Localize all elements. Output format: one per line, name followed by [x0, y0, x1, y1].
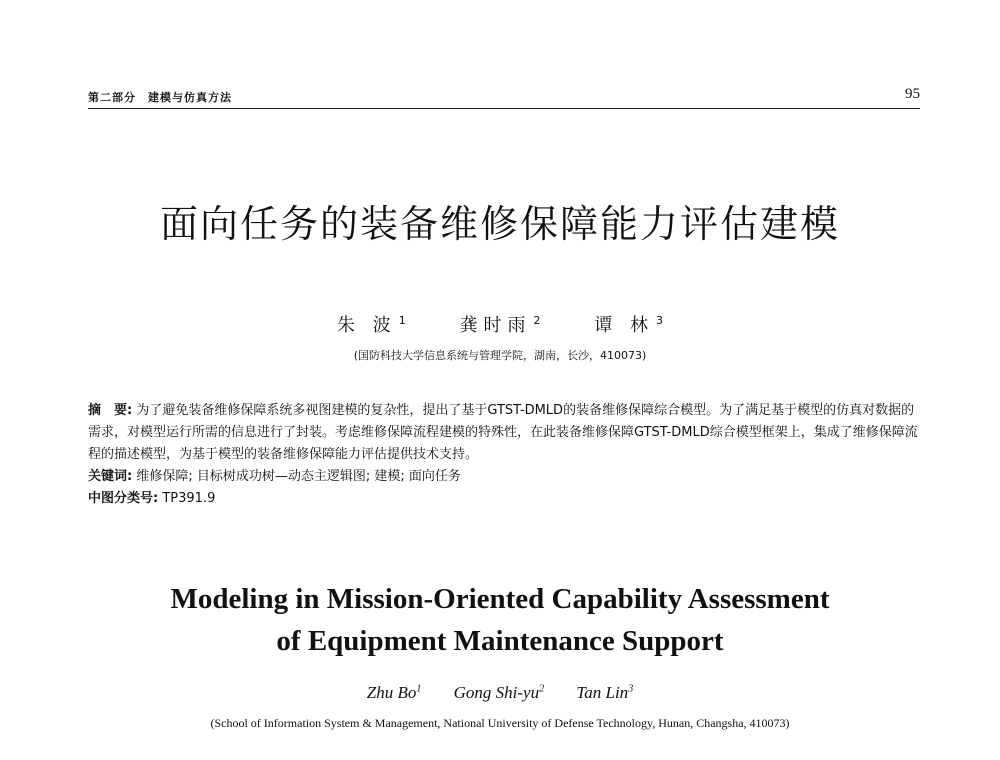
- author-en-3: [576, 683, 633, 703]
- authors-en: [0, 683, 1000, 703]
- page-number: 95: [905, 86, 920, 102]
- authors-cn: [0, 311, 1000, 337]
- author-name: 谭 林: [594, 315, 654, 336]
- keywords-label: 关键词:: [88, 469, 133, 484]
- running-header: [88, 86, 920, 109]
- paper-title-en: [0, 578, 1000, 662]
- title-en-line-1: Modeling in Mission-Oriented Capability Assessment: [170, 583, 830, 615]
- abstract-text: 为了避免装备维修保障系统多视图建模的复杂性，提出了基于GTST-DMLD的装备维修保障综合模型。为了满足基于模型的仿真对数据的需求，对模型运行所需的信息进行了封装。考虑维修保障流程建模的特殊性，在此装备维修保障GTST-DMLD综合模型框架上，集成了维修保障流程的描述模型，为基于模型的装备维修保障能力评估提供技术支持。: [88, 403, 918, 462]
- abstract-paragraph: [88, 400, 920, 466]
- author-cn-2: [460, 311, 541, 337]
- abstract-block: [88, 400, 920, 510]
- affiliation-en: (School of Information System & Management, National University of Defense Technology, Hunan, Changsha, 410073): [210, 716, 790, 730]
- author-affil-mark: 2: [539, 683, 545, 695]
- classification-line: [88, 488, 920, 510]
- author-name: 龚时雨: [459, 315, 532, 336]
- author-affil-mark: 3: [628, 683, 634, 695]
- affiliation-cn: (国防科技大学信息系统与管理学院，湖南，长沙，410073): [353, 349, 647, 362]
- author-en-2: [454, 683, 544, 703]
- author-name: Gong Shi-yu: [453, 683, 540, 702]
- classification-label: 中图分类号:: [88, 491, 159, 506]
- author-affil-mark: 2: [533, 314, 541, 327]
- keywords-line: [88, 466, 920, 488]
- classification-text: TP391.9: [162, 491, 216, 506]
- author-name: Zhu Bo: [366, 683, 417, 702]
- author-cn-1: [337, 311, 406, 337]
- keywords-text: 维修保障; 目标树成功树—动态主逻辑图; 建模; 面向任务: [136, 469, 461, 484]
- author-cn-3: [594, 311, 663, 337]
- author-name: 朱 波: [337, 315, 397, 336]
- author-affil-mark: 1: [398, 314, 406, 327]
- author-name: Tan Lin: [576, 683, 629, 702]
- abstract-label: 摘 要:: [88, 403, 133, 418]
- paper-title-cn: 面向任务的装备维修保障能力评估建模: [159, 202, 840, 246]
- author-affil-mark: 1: [416, 683, 422, 695]
- section-title: 第二部分 建模与仿真方法: [88, 91, 232, 104]
- author-en-1: [367, 683, 422, 703]
- author-affil-mark: 3: [655, 314, 663, 327]
- title-en-line-2: of Equipment Maintenance Support: [276, 625, 724, 657]
